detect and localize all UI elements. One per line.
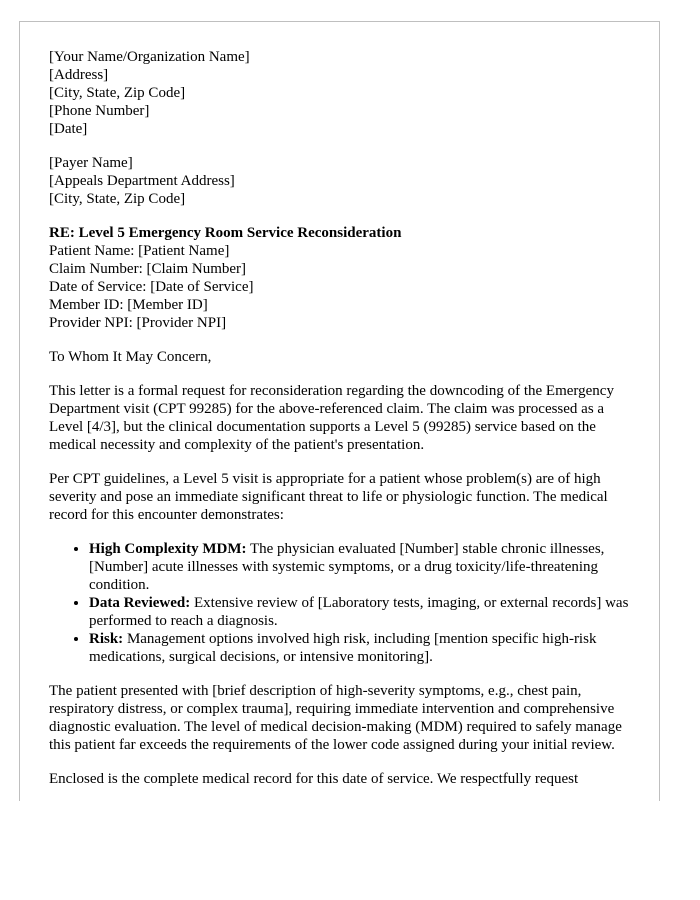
list-item [89,594,634,630]
re-subject: RE: Level 5 Emergency Room Service Reconsideration [49,225,402,241]
evidence-list [49,540,634,666]
bullet-text: The physician evaluated [Number] stable chronic illnesses, [Number] acute illnesses with systemic symptoms, or a drug toxicity/life-threatening condition. [89,541,605,593]
letter-content [49,48,634,801]
sender-address: [Address] [49,67,109,83]
payer-address: [Appeals Department Address] [49,173,235,189]
list-item [89,630,634,666]
claim-number: Claim Number: [Claim Number] [49,261,247,277]
presentation-paragraph: The patient presented with [brief description of high-severity symptoms, e.g., chest pain, respiratory distress, or complex trauma], requiring immediate intervention and comprehensive diagnostic evaluation. The level of medical decision-making (MDM) required to safely manage this patient far exceeds the requirements of the lower code assigned during your initial review. [49,683,622,753]
enclosed-paragraph: Enclosed is the complete medical record for this date of service. We respectfully request [49,771,579,787]
bullet-text: Management options involved high risk, including [mention specific high-risk medications, surgical decisions, or intensive monitoring]. [89,631,597,665]
sender-city: [City, State, Zip Code] [49,85,186,101]
list-item [89,540,634,594]
guidelines-paragraph: Per CPT guidelines, a Level 5 visit is appropriate for a patient whose problem(s) are of high severity and pose an immediate significant threat to life or physiologic function. The medical record for this encounter demonstrates: [49,471,608,523]
sender-name: [Your Name/Organization Name] [49,49,250,65]
date-of-service: Date of Service: [Date of Service] [49,279,254,295]
payer-name: [Payer Name] [49,155,133,171]
provider-npi: Provider NPI: [Provider NPI] [49,315,227,331]
member-id: Member ID: [Member ID] [49,297,208,313]
re-block [49,224,634,332]
recipient-block [49,154,634,208]
intro-paragraph: This letter is a formal request for reconsideration regarding the downcoding of the Emergency Department visit (CPT 99285) for the above-referenced claim. The claim was processed as a Level [4/3], but the clinical documentation supports a Level 5 (99285) service based on the medical necessity and complexity of the patient's presentation. [49,383,614,453]
sender-date: [Date] [49,121,88,137]
bullet-title: High Complexity MDM: [89,541,247,557]
patient-name: Patient Name: [Patient Name] [49,243,230,259]
payer-city: [City, State, Zip Code] [49,191,186,207]
letter-page [19,21,660,801]
bullet-title: Risk: [89,631,124,647]
sender-phone: [Phone Number] [49,103,150,119]
bullet-title: Data Reviewed: [89,595,191,611]
sender-block [49,48,634,138]
bullet-text: Extensive review of [Laboratory tests, imaging, or external records] was performed to reach a diagnosis. [89,595,629,629]
salutation: To Whom It May Concern, [49,349,212,365]
